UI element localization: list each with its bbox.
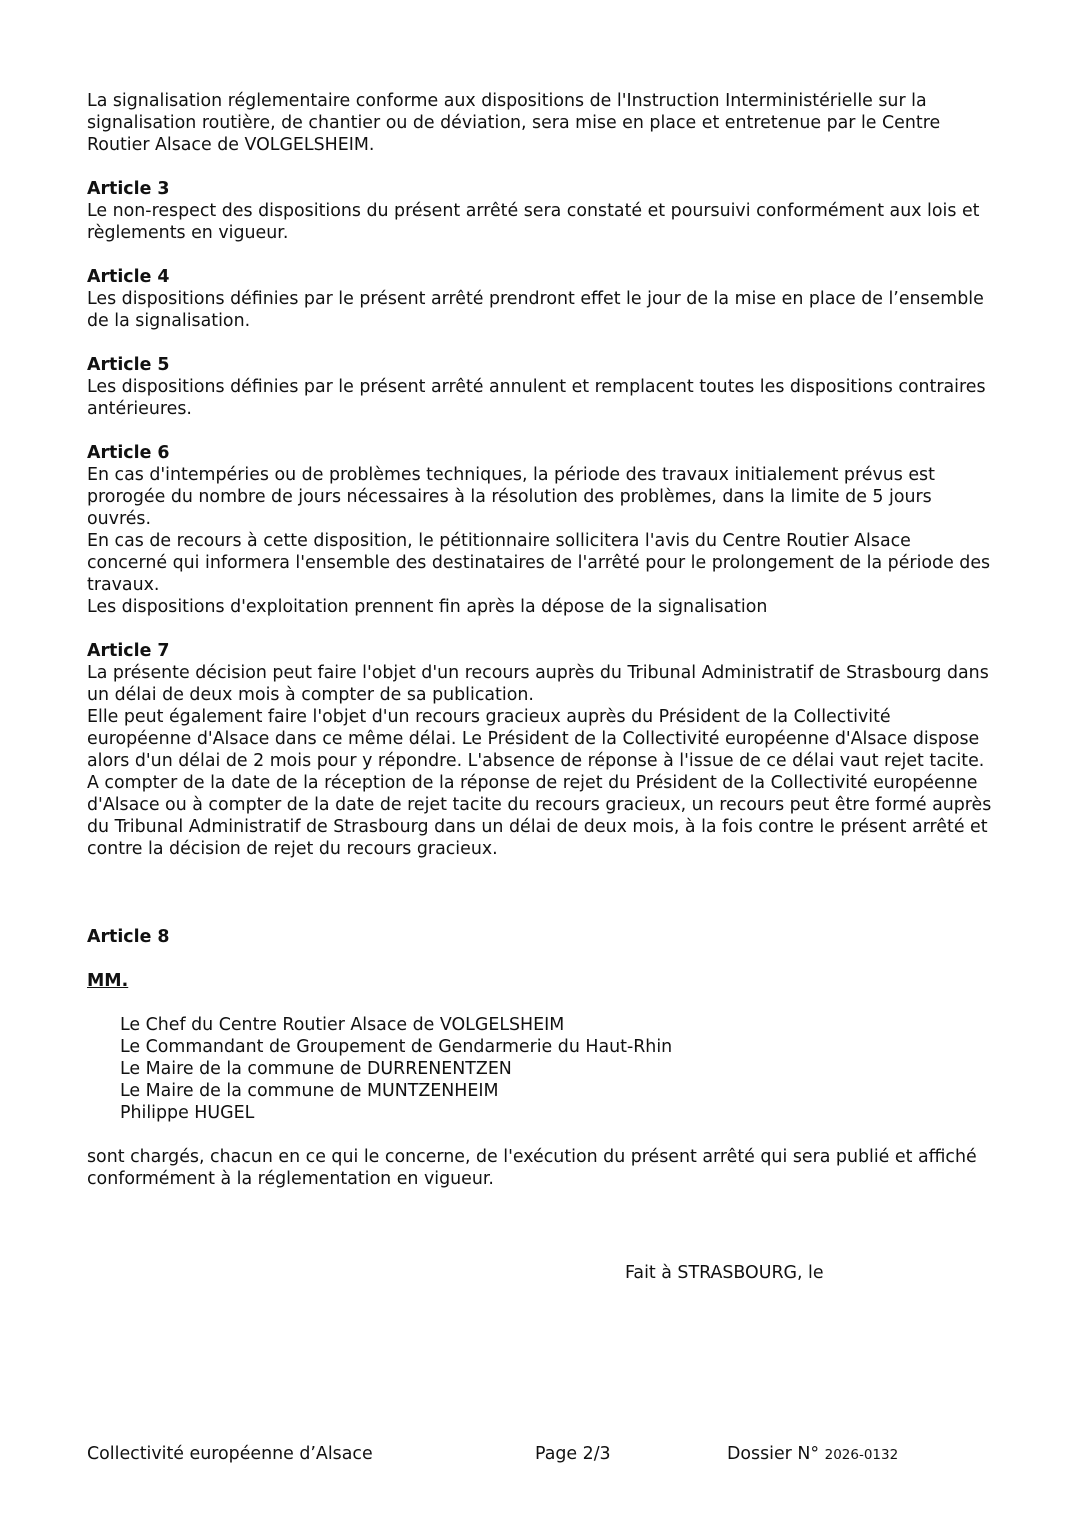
article-5-title: Article 5 [87, 355, 170, 375]
signature-line: Fait à STRASBOURG, le [625, 1263, 824, 1283]
recipient-list [87, 1014, 992, 1124]
recipient-item: Philippe HUGEL [120, 1103, 255, 1123]
article-6-text-1: En cas d'intempéries ou de problèmes techniques, la période des travaux initialement prévus est prorogée du nombre de jours nécessaires à la résolution des problèmes, dans la limite de 5 jours ouvrés. [87, 465, 935, 529]
article-3-text: Le non-respect des dispositions du présent arrêté sera constaté et poursuivi conformément aux lois et règlements en vigueur. [87, 201, 980, 243]
closing-paragraph: sont chargés, chacun en ce qui le concerne, de l'exécution du présent arrêté qui sera publié et affiché conformément à la réglementation en vigueur. [87, 1147, 977, 1189]
recipient-item: Le Maire de la commune de MUNTZENHEIM [120, 1081, 499, 1101]
article-4-title: Article 4 [87, 267, 170, 287]
footer-dossier [727, 1443, 898, 1466]
document-body [87, 90, 992, 1190]
addressee-label: MM. [87, 971, 129, 991]
article-3-title: Article 3 [87, 179, 170, 199]
intro-paragraph: La signalisation réglementaire conforme aux dispositions de l'Instruction Interministérielle sur la signalisation routière, de chantier ou de déviation, sera mise en place et entretenue par le Centre Routier Alsace de VOLGELSHEIM. [87, 91, 941, 155]
article-5-text: Les dispositions définies par le présent arrêté annulent et remplacent toutes les dispositions contraires antérieures. [87, 377, 986, 419]
footer-dossier-label: Dossier N° [727, 1444, 820, 1464]
recipient-item: Le Commandant de Groupement de Gendarmerie du Haut-Rhin [120, 1037, 673, 1057]
article-6-text-3: Les dispositions d'exploitation prennent fin après la dépose de la signalisation [87, 597, 768, 617]
footer-organization: Collectivité européenne d’Alsace [87, 1444, 373, 1464]
footer-dossier-number: 2026-0132 [824, 1447, 899, 1463]
article-7-text-2: Elle peut également faire l'objet d'un recours gracieux auprès du Président de la Collectivité européenne d'Alsace dans ce même délai. Le Président de la Collectivité européenne d'Alsace dispose alors d'un délai de 2 mois pour y répondre. L'absence de réponse à l'issue de ce délai vaut rejet tacite. A compter de la date de la réception de la réponse de rejet du Président de la Collectivité européenne d'Alsace ou à compter de la date de rejet tacite du recours gracieux, un recours peut être formé auprès du Tribunal Administratif de Strasbourg dans un délai de deux mois, à la fois contre le présent arrêté et contre la décision de rejet du recours gracieux. [87, 707, 992, 859]
footer-page-number: Page 2/3 [535, 1444, 611, 1464]
page-footer [87, 1443, 987, 1465]
recipient-item: Le Chef du Centre Routier Alsace de VOLGELSHEIM [120, 1015, 565, 1035]
article-7-text-1: La présente décision peut faire l'objet d'un recours auprès du Tribunal Administratif de Strasbourg dans un délai de deux mois à compter de sa publication. [87, 663, 989, 705]
article-6-text-2: En cas de recours à cette disposition, le pétitionnaire sollicitera l'avis du Centre Routier Alsace concerné qui informera l'ensemble des destinataires de l'arrêté pour le prolongement de la période des travaux. [87, 531, 991, 595]
article-7-title: Article 7 [87, 641, 170, 661]
article-8-title: Article 8 [87, 927, 170, 947]
recipient-item: Le Maire de la commune de DURRENENTZEN [120, 1059, 512, 1079]
article-6-title: Article 6 [87, 443, 170, 463]
article-4-text: Les dispositions définies par le présent arrêté prendront effet le jour de la mise en place de l’ensemble de la signalisation. [87, 289, 984, 331]
